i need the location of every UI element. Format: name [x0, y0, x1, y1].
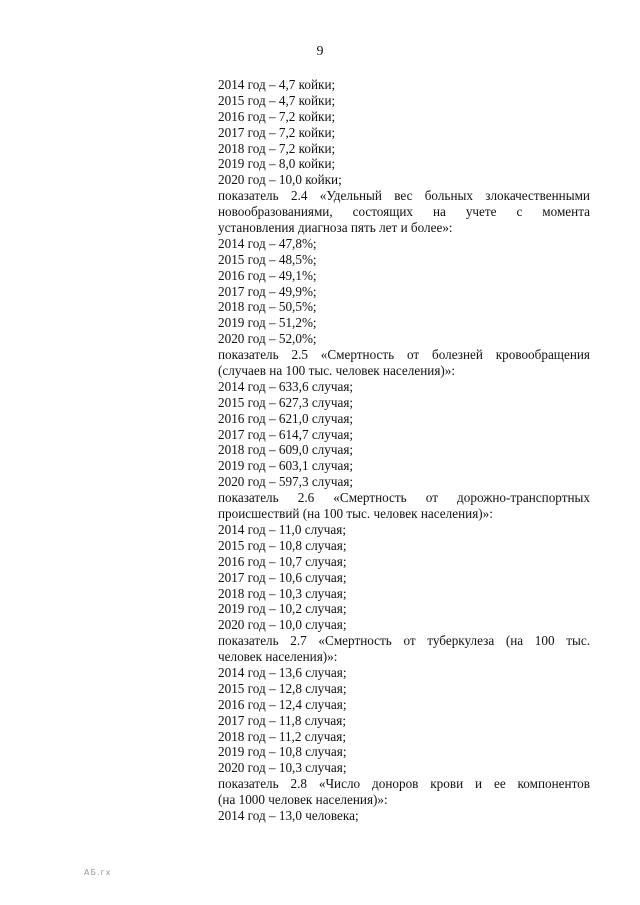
text-line: 2019 год – 10,2 случая; — [218, 601, 347, 617]
text-line: (случаев на 100 тыс. человек населения)»: — [218, 363, 456, 379]
text-line: 2017 год – 10,6 случая; — [218, 569, 347, 585]
text-line: 2014 год – 13,0 человека; — [218, 807, 359, 823]
indicator-heading-line: показатель 2.6 «Смертность от дорожно-транспортных — [218, 490, 590, 506]
text-line: 2020 год – 597,3 случая; — [218, 474, 354, 490]
text-line: 2015 год – 48,5%; — [218, 251, 317, 267]
text-line: 2017 год – 49,9%; — [218, 283, 317, 299]
text-line: 2016 год – 12,4 случая; — [218, 696, 347, 712]
indicator-heading-line: показатель 2.8 «Число доноров крови и ее компонентов — [218, 776, 590, 792]
text-line: 2015 год – 10,8 случая; — [218, 537, 347, 553]
text-line: 2019 год – 51,2%; — [218, 315, 317, 331]
text-line: 2017 год – 11,8 случая; — [218, 712, 346, 728]
text-line: 2020 год – 10,3 случая; — [218, 760, 347, 776]
text-line: 2018 год – 10,3 случая; — [218, 585, 347, 601]
text-line: 2016 год – 10,7 случая; — [218, 553, 347, 569]
text-line: 2019 год – 603,1 случая; — [218, 458, 354, 474]
text-line: 2015 год – 627,3 случая; — [218, 394, 354, 410]
document-body — [218, 77, 590, 824]
footer-mark: АБ.гх — [84, 868, 112, 877]
text-line: происшествий (на 100 тыс. человек населения)»: — [218, 506, 493, 522]
indicator-heading-line: показатель 2.7 «Смертность от туберкулеза (на 100 тыс. — [218, 633, 590, 649]
text-line: 2014 год – 13,6 случая; — [218, 664, 347, 680]
text-line: (на 1000 человек населения)»: — [218, 792, 388, 808]
text-line: 2018 год – 609,0 случая; — [218, 442, 354, 458]
page-number: 9 — [316, 44, 324, 59]
text-line: установления диагноза пять лет и более»: — [218, 220, 453, 236]
text-line: 2016 год – 49,1%; — [218, 267, 317, 283]
text-line: 2014 год – 11,0 случая; — [218, 521, 346, 537]
indicator-heading-line: показатель 2.4 «Удельный вес больных злокачественными — [218, 188, 590, 204]
text-line: 2019 год – 8,0 койки; — [218, 156, 336, 172]
text-line: 2017 год – 7,2 койки; — [218, 124, 336, 140]
indicator-heading-line: новообразованиями, состоящих на учете с момента — [218, 204, 590, 220]
text-line: 2016 год – 7,2 койки; — [218, 108, 336, 124]
text-line: 2014 год – 633,6 случая; — [218, 378, 354, 394]
indicator-heading-line: показатель 2.5 «Смертность от болезней кровообращения — [218, 347, 590, 363]
text-line: 2015 год – 12,8 случая; — [218, 680, 347, 696]
text-line: 2016 год – 621,0 случая; — [218, 410, 354, 426]
text-line: 2018 год – 50,5%; — [218, 299, 317, 315]
text-line: 2020 год – 52,0%; — [218, 331, 317, 347]
text-line: 2014 год – 4,7 койки; — [218, 77, 336, 92]
text-line: 2018 год – 7,2 койки; — [218, 140, 336, 156]
text-line: 2018 год – 11,2 случая; — [218, 728, 346, 744]
text-line: 2020 год – 10,0 койки; — [218, 172, 342, 188]
text-line: 2019 год – 10,8 случая; — [218, 744, 347, 760]
text-line: 2020 год – 10,0 случая; — [218, 617, 347, 633]
text-line: 2015 год – 4,7 койки; — [218, 92, 336, 108]
text-line: человек населения)»: — [218, 649, 338, 665]
text-line: 2014 год – 47,8%; — [218, 235, 317, 251]
text-line: 2017 год – 614,7 случая; — [218, 426, 354, 442]
